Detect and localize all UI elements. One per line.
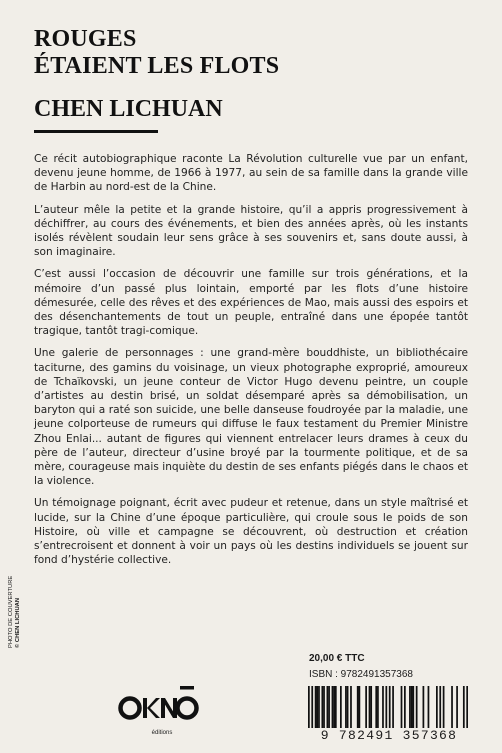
book-title	[34, 26, 279, 80]
publisher-subtitle: éditions	[151, 730, 173, 736]
title-line-2: ÉTAIENT LES FLOTS	[34, 53, 280, 79]
barcode-digits: 9 782491 357368	[306, 728, 472, 743]
credit-line-1: PHOTO DE COUVERTURE	[8, 575, 14, 648]
blurb-paragraph-2: L’auteur mêle la petite et la grande histoire, qu’il a appris progressivement à déchiffrer, au cours des événements, et bien des années après, où les instants isolés révèlent soudain leur sens grâce à ses souvenirs et, sans doute aussi, à son imaginaire.	[34, 203, 468, 259]
blurb-paragraph-3: C’est aussi l’occasion de découvrir une famille sur trois générations, et la mémoire d’un passé plus lointain, emporté par les flots d’une histoire démesurée, celle des rêves et des expériences de Mao, mais aussi des espoirs et des désenchantements de tout un peuple, entraîné dans une épopée tantôt tragique, tantôt tragi-comique.	[34, 268, 468, 338]
author-name: CHEN LICHUAN	[34, 96, 223, 122]
blurb-text	[34, 152, 468, 575]
title-divider	[34, 130, 158, 133]
blurb-paragraph-1: Ce récit autobiographique raconte La Révolution culturelle vue par un enfant, devenu jeune homme, de 1966 à 1977, au sein de sa famille dans la grande ville de Harbin au nord-est de la Chine.	[34, 153, 468, 194]
blurb-paragraph-4: Une galerie de personnages : une grand-mère bouddhiste, un bibliothécaire taciturne, des gamins du voisinage, un vieux photographe exproprié, amoureux de Tchaïkovski, un jeune conteur de Victor Hugo devenu peintre, un couple d’artistes au destin brisé, un soldat désemparé après sa démobilisation, un baryton qui a raté son suicide, une belle danseuse foudroyée par la maladie, une jeune colporteuse de rumeurs qui diffuse le faux testament du Premier Ministre Zhou Enlai... autant de figures qui viennent entrelacer leurs drames à ceux du père de l’auteur, directeur d’usine broyé par la tourmente politique, et de sa mère, courageuse mais inquiète du destin de ses enfants piégés dans le chaos et la violence.	[34, 347, 468, 488]
blurb-paragraph-5: Un témoignage poignant, écrit avec pudeur et retenue, dans un style maîtrisé et lucide, sur la Chine d’une époque particulière, qui croule sous le poids de son Histoire, où ville et campagne se découvrent, où destruction et création s’entrecroisent et donnent à voir un pays où les destins individuels se jouent sur fond d’hystérie collective.	[34, 497, 468, 567]
credit-line-2: © CHEN LICHUAN	[15, 597, 21, 648]
cover-photo-credit	[8, 568, 22, 648]
okno-publisher-logo	[118, 680, 200, 732]
price-label: 20,00 € TTC	[309, 653, 365, 664]
title-line-1: ROUGES	[34, 26, 137, 52]
isbn-label: ISBN : 9782491357368	[309, 669, 413, 680]
